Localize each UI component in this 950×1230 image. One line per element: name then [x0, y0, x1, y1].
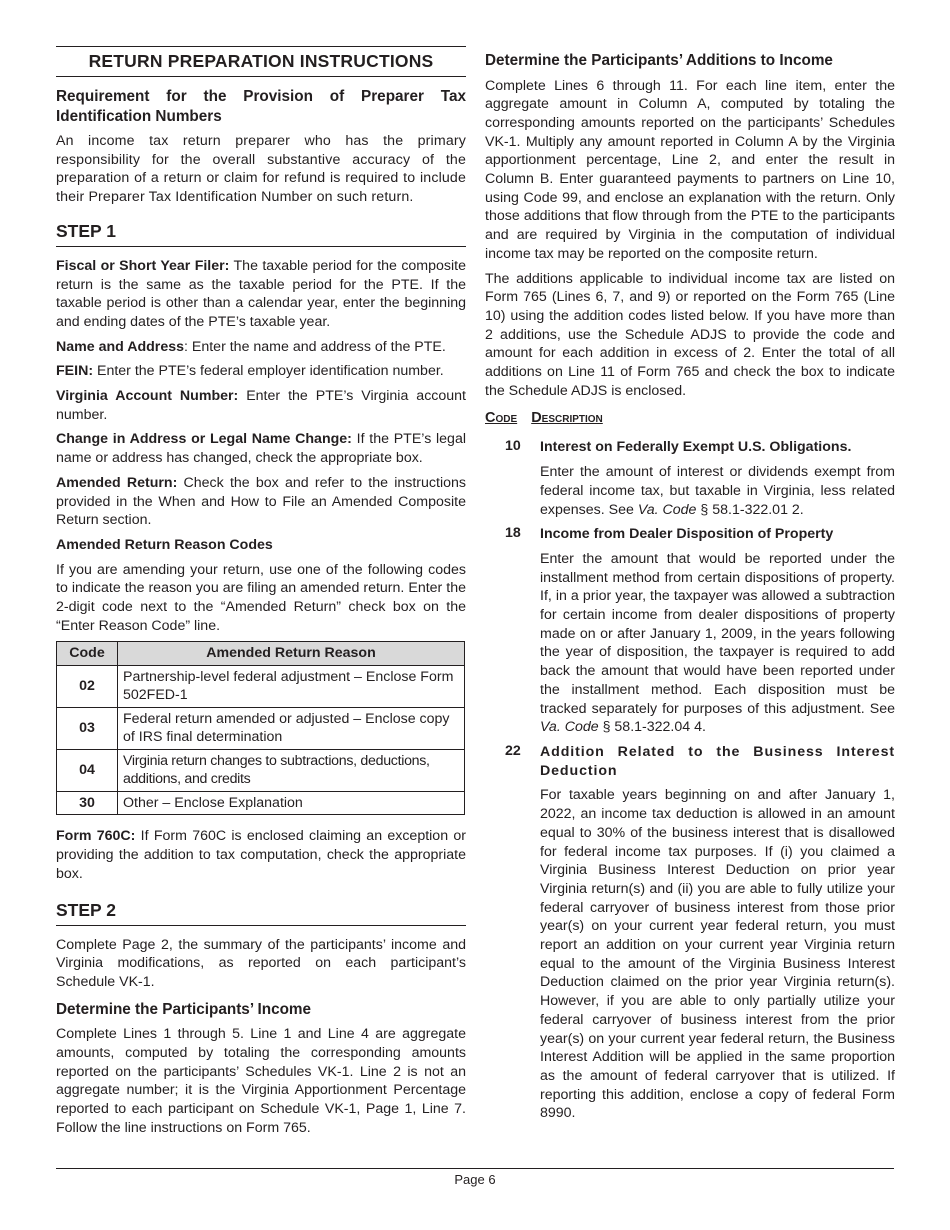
step1-title: STEP 1 [56, 221, 466, 247]
fein-text: Enter the PTE’s federal employer identification number. [93, 363, 444, 380]
additions-heading: Determine the Participants’ Additions to Income [485, 52, 833, 69]
section-title: RETURN PREPARATION INSTRUCTIONS [56, 46, 466, 77]
form760c-text: If Form 760C is enclosed claiming an exception or providing the addition to tax computation, check the appropriate box. [56, 828, 466, 882]
item-body [540, 463, 895, 519]
item-body [540, 550, 895, 737]
additions-text-2: The additions applicable to individual income tax are listed on Form 765 (Lines 6, 7, and 9) or reported on the Form 765 (Line 10) using the addition codes listed below. If you have more than 2 additions, use the Schedule ADJS to provide the code and amount for each addition in excess of 2. Enter the total of all additions on Line 11 of Form 765 and check the box to indicate the Schedule ADJS is enclosed. [485, 270, 895, 399]
item-code: 22 [505, 743, 521, 759]
code-description-header [485, 410, 895, 426]
table-cell-reason: Virginia return changes to subtractions, deductions, additions, and credits [118, 749, 465, 791]
item-title: Addition Related to the Business Interest Deduction [540, 744, 895, 779]
item-title: Income from Dealer Disposition of Property [540, 526, 834, 543]
description-column-label: Description [531, 410, 603, 427]
table-cell-code: 02 [57, 665, 118, 707]
change-label: Change in Address or Legal Name Change: [56, 431, 352, 448]
item-body-tail: § 58.1-322.04 4. [598, 719, 706, 736]
item-title: Interest on Federally Exempt U.S. Obligations. [540, 439, 852, 456]
table-cell-reason: Partnership-level federal adjustment – Enclose Form 502FED-1 [118, 665, 465, 707]
reason-code-table [56, 641, 465, 815]
table-header-reason: Amended Return Reason [118, 642, 465, 666]
income-heading: Determine the Participants’ Income [56, 1000, 312, 1018]
left-column [56, 46, 466, 1143]
ptin-heading: Requirement for the Provision of Preparer Tax Identification Numbers [56, 88, 466, 125]
amended-text: Check the box and refer to the instructions provided in the When and How to File an Amended Composite Return section. [56, 474, 466, 529]
change-text: If the PTE’s legal name or address has changed, check the appropriate box. [56, 431, 466, 467]
item-citation: Va. Code [540, 719, 599, 736]
fiscal-paragraph [56, 257, 466, 332]
item-code: 10 [505, 438, 521, 455]
table-cell-code: 03 [57, 707, 118, 749]
item-body-tail: § 58.1-322.01 2. [696, 501, 804, 518]
va-text: Enter the PTE’s Virginia account number. [56, 388, 466, 423]
right-column [485, 46, 895, 1129]
item-citation: Va. Code [637, 501, 697, 518]
table-cell-reason: Federal return amended or adjusted – Enclose copy of IRS final determination [118, 707, 465, 749]
name-label: Name and Address [56, 338, 184, 355]
fiscal-label: Fiscal or Short Year Filer: [56, 257, 230, 274]
item-body: For taxable years beginning on and after January 1, 2022, an income tax deduction is allowed in an amount equal to 30% of the business interest that is disallowed for federal income tax purposes. If (i) you claimed a Virginia Business Interest Deduction on prior year Virginia return(s) and (ii) you are able to fully utilize your federal carryover of business interest from those prior year(s) on your current year federal return, you must report an addition on your current year Virginia return equal to the amount of the Virginia Business Interest Deduction claimed on the prior year Virginia return(s). However, if you are able to only partially utilize your federal carryover of business interest from the prior year(s) on your current year federal return, the Business Interest Addition will be applied in the same proportion as the amount of federal carryover that is utilized. If reporting this addition, enclose a copy of federal Form 8990. [540, 787, 895, 1122]
step2-title: STEP 2 [56, 900, 466, 926]
form760c-paragraph [56, 827, 466, 883]
list-item [485, 438, 895, 519]
income-text: Complete Lines 1 through 5. Line 1 and Line 4 are aggregate amounts, computed by totaling the corresponding amounts reported on the participants’ Schedules VK-1. Line 2 is not an aggregate number; it is the Virginia Apportionment Percentage reported to each participant on Schedule VK-1, Page 1, Line 7. Follow the line instructions on Form 765. [56, 1026, 466, 1136]
name-text: : Enter the name and address of the PTE. [184, 338, 446, 355]
table-row [57, 791, 465, 815]
fein-label: FEIN: [56, 363, 94, 380]
footer-divider [56, 1168, 894, 1169]
additions-text-1: Complete Lines 6 through 11. For each line item, enter the aggregate amount in Column A, computed by totaling the corresponding amounts reported on the participants’ Schedules VK-1. Multiply any amount reported in Column A by the Virginia apportionment percentage, Line 2, and enter the result in Column B. Enter guaranteed payments to partners on Line 10, using Code 99, and enclose an explanation with the return. Only those additions that flow through from the PTE to the participants and are required by Virginia in the computation of individual income tax may be reported on the composite return. [485, 77, 895, 262]
table-cell-code: 04 [57, 749, 118, 791]
va-paragraph [56, 387, 466, 424]
va-label: Virginia Account Number: [56, 388, 239, 405]
page-number: Page 6 [454, 1172, 496, 1187]
table-row [57, 665, 465, 707]
fiscal-text: The taxable period for the composite return is the same as the taxable period for the PTE. If the taxable period is other than a calendar year, enter the beginning and ending dates of the PTE’s taxable year. [56, 257, 466, 330]
change-paragraph [56, 430, 466, 467]
table-row [57, 749, 465, 791]
code-column-label: Code [485, 410, 518, 427]
table-header-code: Code [57, 642, 118, 666]
fein-paragraph [56, 362, 466, 381]
table-cell-reason: Other – Enclose Explanation [118, 791, 465, 815]
list-item [485, 743, 895, 1123]
ptin-text: An income tax return preparer who has the primary responsibility for the overall substantive accuracy of the preparation of a return or claim for refund is required to include their Preparer Tax Identification Number on such return. [56, 133, 466, 206]
table-row [57, 707, 465, 749]
step2-text: Complete Page 2, the summary of the participants’ income and Virginia modifications, as reported on each participant’s Schedule VK-1. [56, 936, 466, 990]
reason-text: If you are amending your return, use one of the following codes to indicate the reason you are filing an amended return. Enter the 2-digit code next to the “Amended Return” check box on the “Enter Reason Code” line. [56, 561, 466, 634]
item-code: 18 [505, 525, 521, 542]
form760c-label: Form 760C: [56, 828, 136, 845]
item-body-text: Enter the amount that would be reported under the installment method from certain dispositions of property. If, in a prior year, the taxpayer was allowed a subtraction for certain income from dealer dispositions of property made on or after January 1, 2009, in the years following the year of disposition, the taxpayer is required to add back the amount that would have been reported under the installment method. Each disposition must be tracked separately for purposes of this adjustment. See [540, 550, 895, 717]
amended-label: Amended Return: [56, 474, 178, 491]
name-paragraph [56, 338, 466, 357]
table-header-row [57, 642, 465, 666]
item-body-text: Enter the amount of interest or dividends exempt from federal income tax, but taxable in Virginia, less related expenses. See [540, 464, 895, 518]
amended-paragraph [56, 474, 466, 530]
list-item [485, 525, 895, 737]
table-cell-code: 30 [57, 791, 118, 815]
reason-heading: Amended Return Reason Codes [56, 536, 273, 553]
